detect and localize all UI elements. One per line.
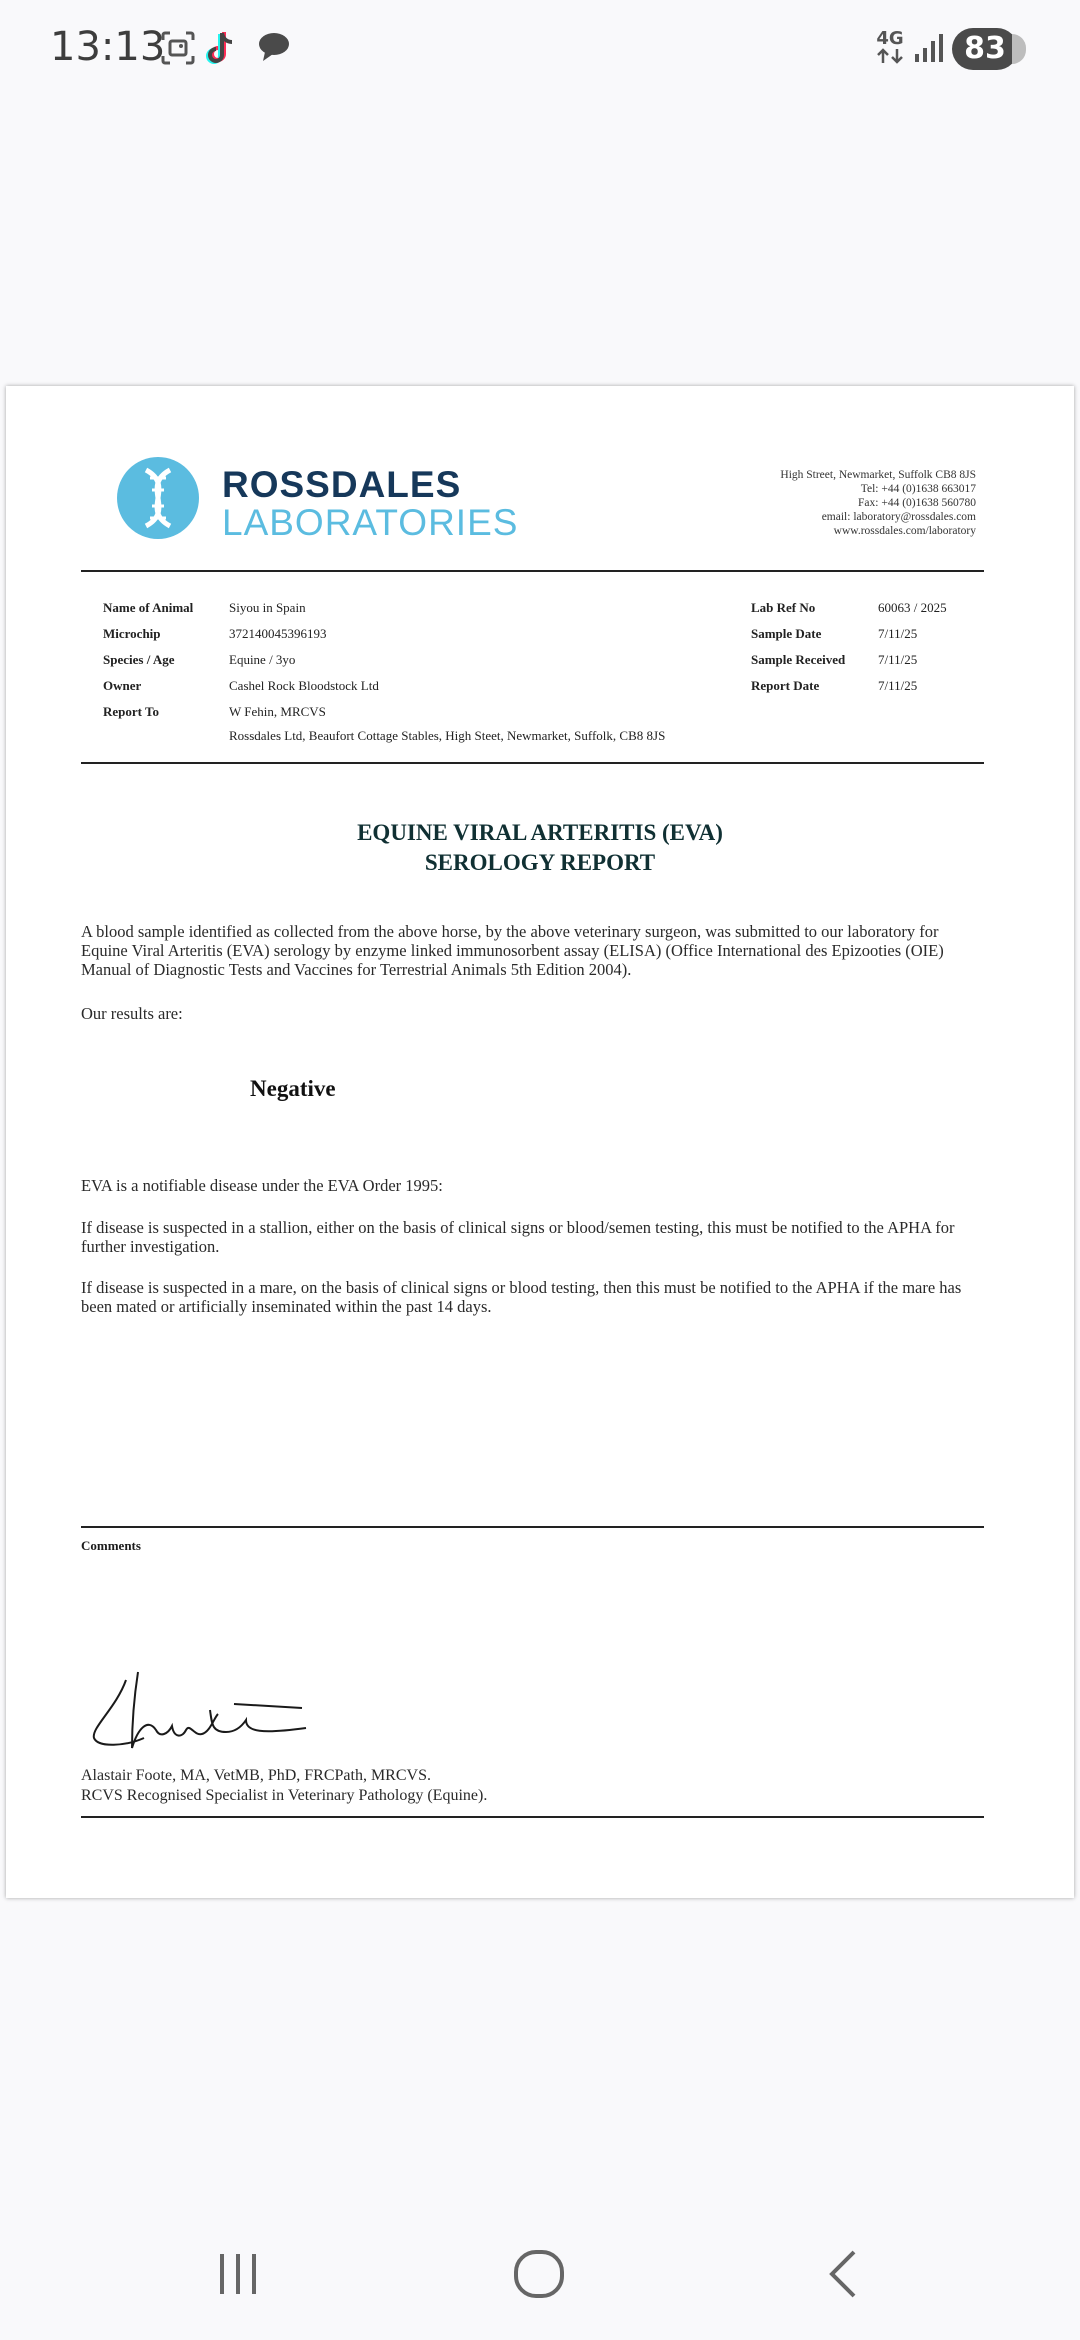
divider (81, 1816, 984, 1818)
lab-email: email: laboratory@rossdales.com (821, 511, 976, 523)
lab-ref-label: Lab Ref No (751, 600, 816, 615)
divider (81, 1526, 984, 1528)
intro-paragraph: A blood sample identified as collected from the above horse, by the above veterinary surgeon, was submitted to our laboratory for Equine Viral Arteritis (EVA) serology by enzyme linked immunosorbent assay (ELISA) (Office International des Epizooties (OIE) Manual of Diagnostic Tests and Vaccines for Terrestrial Animals 5th Edition 2004). (81, 922, 944, 979)
back-icon[interactable] (816, 2246, 872, 2307)
report-title (6, 818, 1074, 878)
signal-icon (914, 32, 944, 69)
signatory-name: Alastair Foote, MA, VetMB, PhD, FRCPath, MRCVS. (81, 1767, 431, 1784)
dna-logo-icon (116, 456, 200, 545)
data-arrows-icon (876, 48, 904, 64)
lab-fax: Fax: +44 (0)1638 560780 (858, 497, 976, 509)
report-title-line2: SEROLOGY REPORT (424, 850, 656, 875)
clock: 13:13 (50, 24, 166, 70)
mare-note: If disease is suspected in a mare, on the basis of clinical signs or blood testing, then this must be notified to the APHA if the mare has been mated or artificially inseminated within the past 14 days. (81, 1278, 962, 1316)
network-type: 4G (876, 30, 904, 68)
report-title-line1: EQUINE VIRAL ARTERITIS (EVA) (357, 820, 723, 845)
owner-value: Cashel Rock Bloodstock Ltd (229, 678, 379, 693)
sample-received-label: Sample Received (751, 652, 846, 667)
report-to-address: Rossdales Ltd, Beaufort Cottage Stables, High Steet, Newmarket, Suffolk, CB8 8JS (229, 728, 666, 743)
lab-tel: Tel: +44 (0)1638 663017 (860, 483, 976, 495)
notifiable-note: EVA is a notifiable disease under the EVA Order 1995: (81, 1176, 443, 1195)
battery-indicator: 83 (952, 28, 1018, 70)
chat-bubble-icon (256, 30, 292, 69)
sample-date-value: 7/11/25 (878, 626, 918, 641)
divider (81, 570, 984, 572)
stallion-note: If disease is suspected in a stallion, either on the basis of clinical signs or blood/semen testing, this must be notified to the APHA for further investigation. (81, 1218, 955, 1256)
lab-name-line2: LABORATORIES (222, 502, 519, 543)
comments-label: Comments (81, 1538, 141, 1553)
sample-date-label: Sample Date (751, 626, 822, 641)
recent-apps-icon[interactable] (210, 2246, 266, 2307)
microchip-label: Microchip (103, 626, 161, 641)
report-date-value: 7/11/25 (878, 678, 918, 693)
animal-label: Name of Animal (103, 600, 194, 615)
test-result: Negative (250, 1076, 336, 1101)
report-to-value: W Fehin, MRCVS (229, 704, 326, 719)
animal-value: Siyou in Spain (229, 600, 306, 615)
divider (81, 762, 984, 764)
home-icon[interactable] (510, 2246, 570, 2307)
navigation-bar (0, 2220, 1080, 2340)
species-label: Species / Age (103, 652, 175, 667)
owner-label: Owner (103, 678, 142, 693)
species-value: Equine / 3yo (229, 652, 296, 667)
status-bar (0, 0, 1080, 100)
screenshot-icon (160, 30, 196, 71)
report-date-label: Report Date (751, 678, 820, 693)
lab-name-line1: ROSSDALES (222, 464, 462, 505)
report-to-label: Report To (103, 704, 159, 719)
lab-website: www.rossdales.com/laboratory (833, 525, 976, 537)
document-page (6, 386, 1074, 1898)
lab-ref-value: 60063 / 2025 (878, 600, 947, 615)
signature-image (86, 1668, 316, 1763)
results-intro: Our results are: (81, 1004, 183, 1023)
sample-received-value: 7/11/25 (878, 652, 918, 667)
signatory-title: RCVS Recognised Specialist in Veterinary Pathology (Equine). (81, 1787, 488, 1804)
microchip-value: 372140045396193 (229, 626, 327, 641)
lab-contact (780, 468, 976, 538)
lab-address: High Street, Newmarket, Suffolk CB8 8JS (780, 469, 976, 481)
tiktok-icon (206, 30, 240, 73)
